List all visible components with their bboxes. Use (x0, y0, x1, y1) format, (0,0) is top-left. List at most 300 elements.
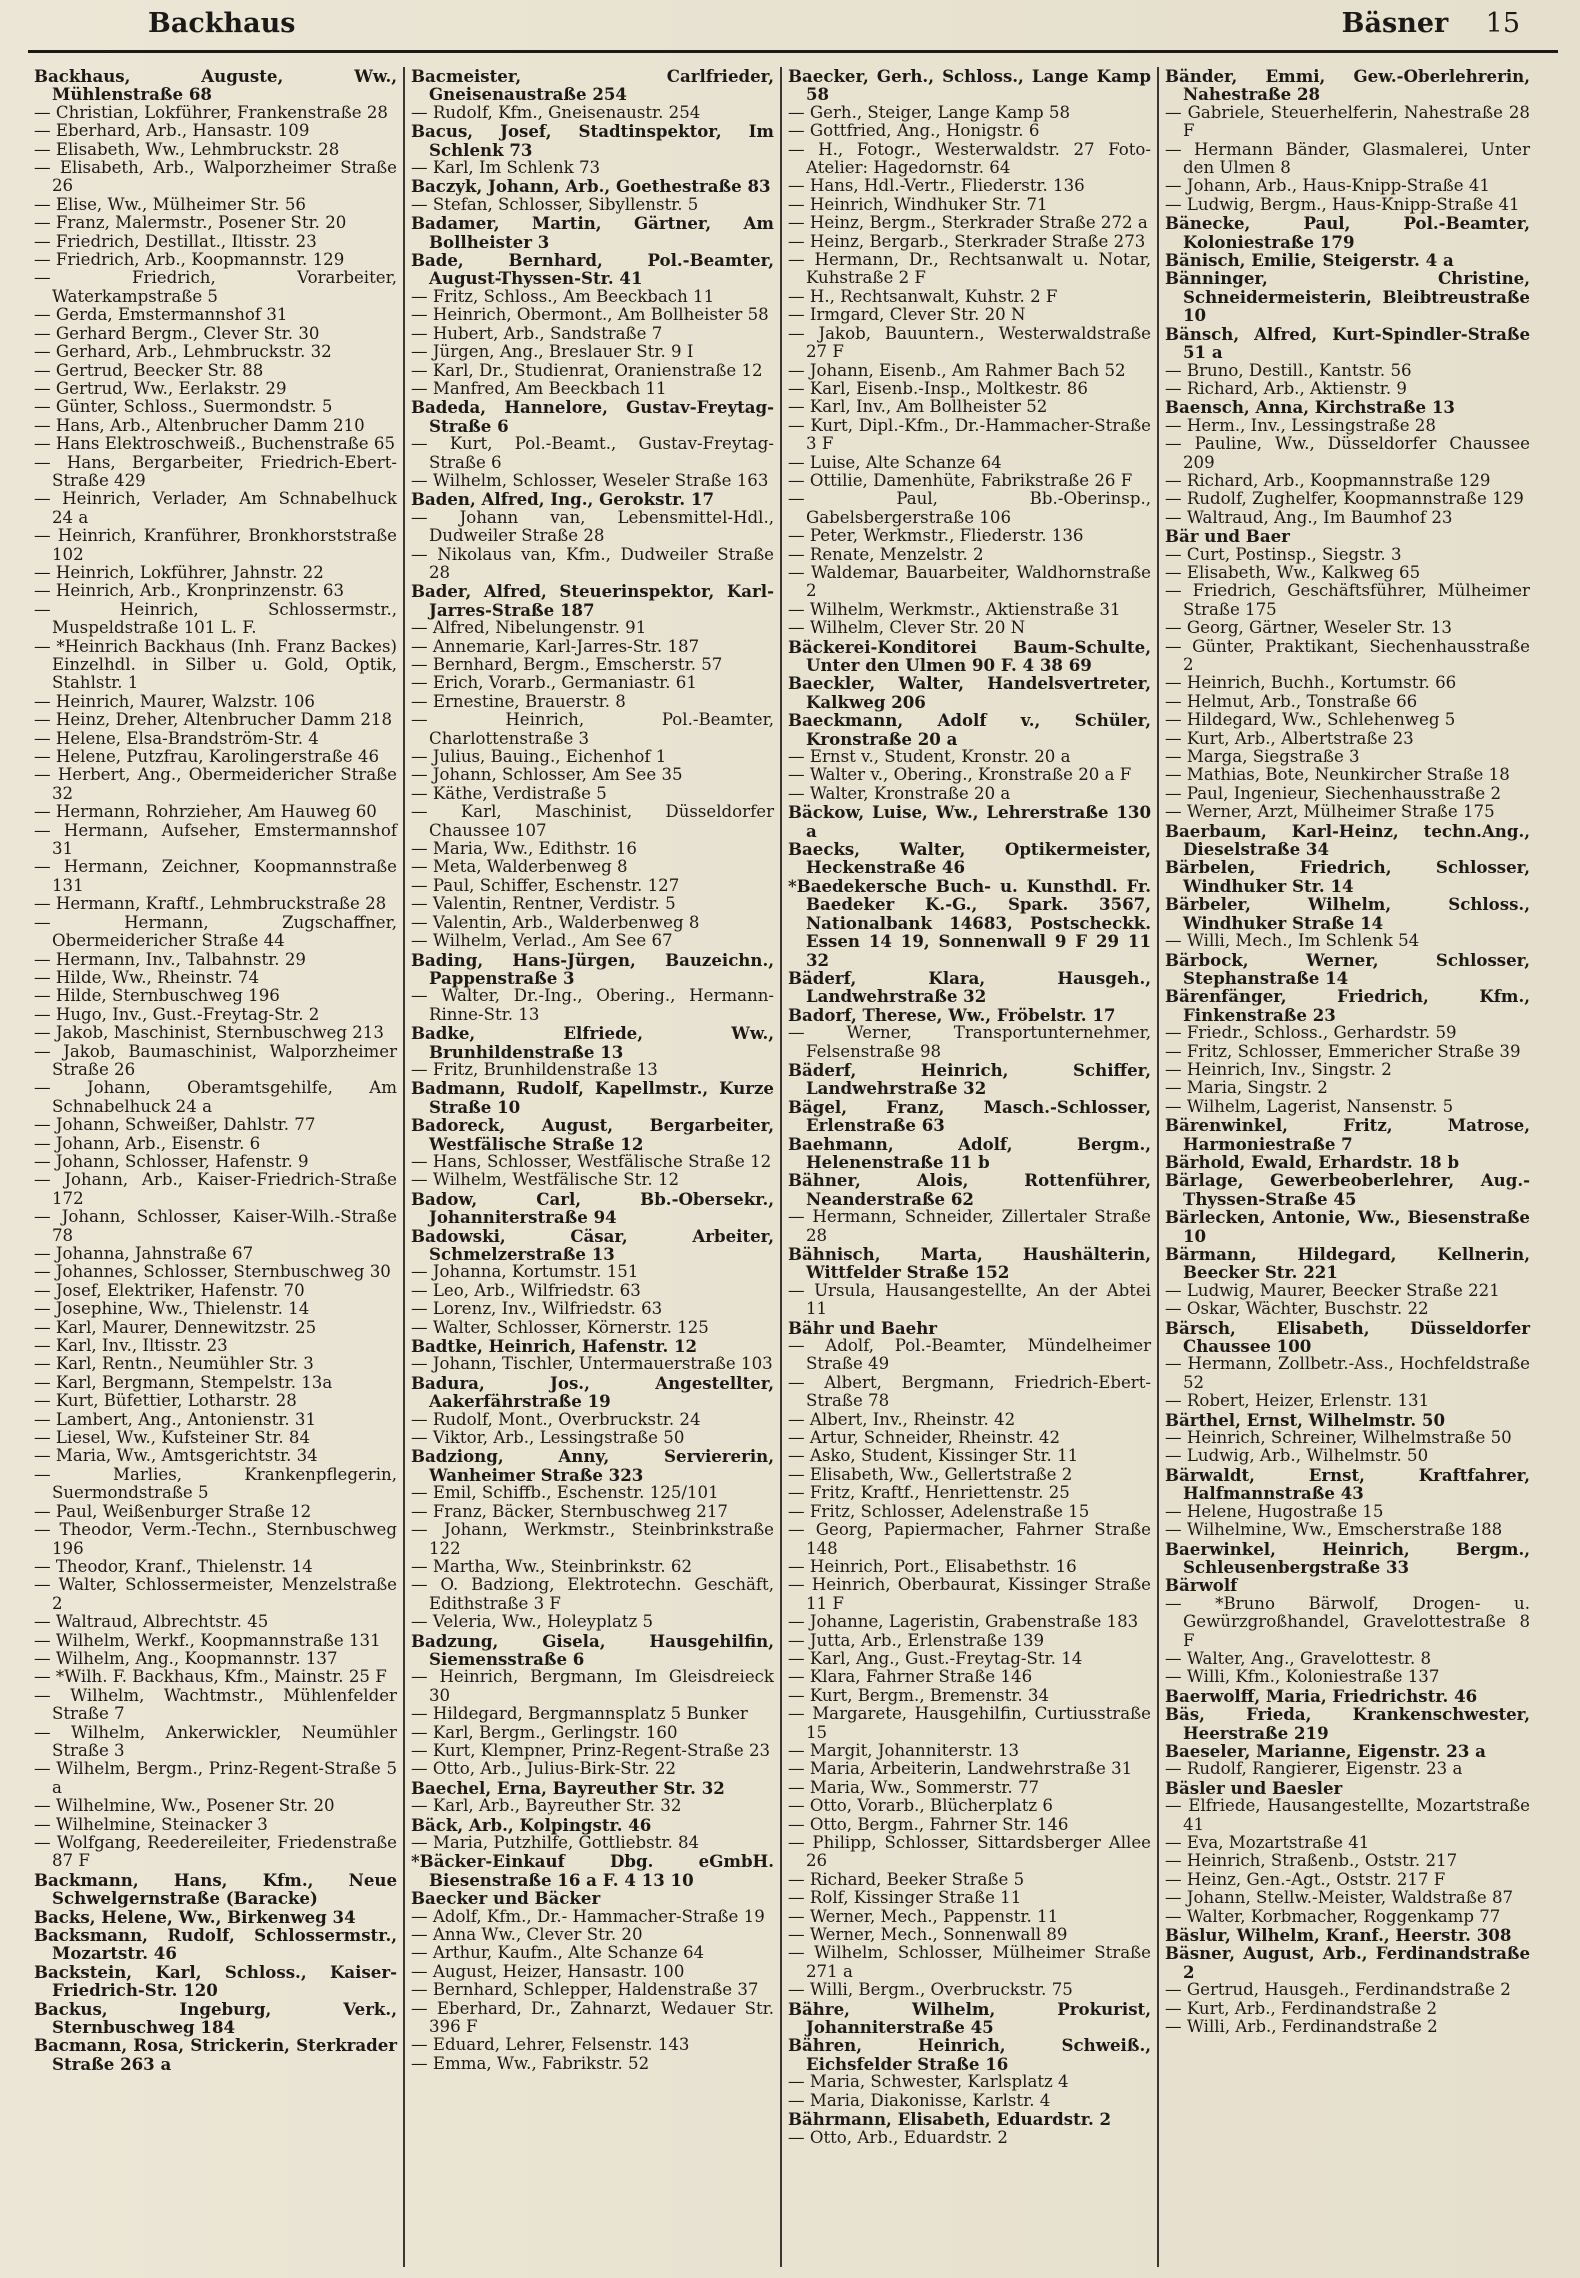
directory-entry: — Eduard, Lehrer, Felsenstr. 143 (411, 2035, 690, 2055)
header-last-entry (1342, 8, 1558, 39)
directory-entry: Bäderf, Klara, Hausgeh., Landwehrstraße 32 (788, 967, 1151, 1007)
directory-entry: Badziong, Anny, Serviererin, Wanheimer Straße 323 (411, 1446, 774, 1485)
directory-entry: — Wilhelm, Wachtmstr., Mühlenfelder Straße 7 (34, 1685, 397, 1724)
directory-entry: — Jürgen, Ang., Breslauer Str. 9 I (411, 342, 694, 362)
directory-entry: — Walter, Schlosser, Körnerstr. 125 (411, 1317, 709, 1337)
directory-entry: — Johann, Schlosser, Am See 35 (411, 765, 683, 785)
directory-entry: — Werner, Transportunternehmer, Felsenstraße 98 (788, 1023, 1151, 1061)
directory-entry: Backsmann, Rudolf, Schlossermstr., Mozartstr. 46 (34, 1925, 397, 1964)
directory-entry: Bägel, Franz, Masch.-Schlosser, Erlenstraße 63 (788, 1096, 1151, 1136)
directory-entry: — Wilhelmine, Ww., Emscherstraße 188 (1165, 1520, 1503, 1540)
directory-entry: — Mathias, Bote, Neunkircher Straße 18 (1165, 765, 1510, 785)
directory-entry: — Karl, Ang., Gust.-Freytag-Str. 14 (788, 1648, 1083, 1668)
directory-entry: — Kurt, Büfettier, Lotharstr. 28 (34, 1391, 297, 1411)
directory-entry: — Meta, Walderbenweg 8 (411, 857, 628, 877)
directory-entry: — Emil, Schiffb., Eschenstr. 125/101 (411, 1483, 719, 1503)
directory-entry: — Otto, Bergm., Fahrner Str. 146 (788, 1814, 1069, 1834)
directory-entry: — Karl, Bergmann, Stempelstr. 13a (34, 1372, 333, 1392)
directory-entry: — Fritz, Schloss., Am Beeckbach 11 (411, 286, 715, 306)
directory-entry: — Valentin, Arb., Walderbenweg 8 (411, 912, 700, 932)
directory-entry: — Karl, Rentn., Neumühler Str. 3 (34, 1354, 314, 1374)
page-number: 15 (1485, 8, 1520, 39)
directory-entry: — Gerhard Bergm., Clever Str. 30 (34, 323, 320, 343)
directory-entry: — Richard, Beeker Straße 5 (788, 1869, 1025, 1889)
directory-entry: — Wilhelmine, Steinacker 3 (34, 1814, 268, 1834)
directory-entry: Bärhold, Ewald, Erhardstr. 18 b (1165, 1151, 1460, 1172)
directory-entry: — Lorenz, Inv., Wilfriedstr. 63 (411, 1299, 663, 1319)
directory-entry: — Stefan, Schlosser, Sibyllenstr. 5 (411, 194, 699, 214)
directory-entry: — Elisabeth, Arb., Walporzheimer Straße 26 (34, 158, 397, 196)
directory-entry: *Baedekersche Buch- u. Kunsthdl. Fr. Baedeker K.-G., Spark. 3567, Nationalbank 14683, Postscheckk. Essen 14 19, Sonnenwall 9 F 29 11 32 (788, 875, 1151, 970)
directory-entry: — Rudolf, Zughelfer, Koopmannstraße 129 (1165, 489, 1524, 509)
directory-entry: Baehmann, Adolf, Bergm., Helenenstraße 11 b (788, 1133, 1151, 1172)
directory-entry: — Josephine, Ww., Thielenstr. 14 (34, 1299, 310, 1319)
directory-entry: — Heinrich, Arb., Kronprinzenstr. 63 (34, 581, 345, 601)
directory-entry: — Fritz, Brunhildenstraße 13 (411, 1059, 658, 1079)
directory-entry: — Ludwig, Arb., Wilhelmstr. 50 (1165, 1446, 1429, 1466)
directory-entry: — Ottilie, Damenhüte, Fabrikstraße 26 F (788, 470, 1133, 490)
directory-entry: — Wilhelm, Werkmstr., Aktienstraße 31 (788, 599, 1121, 619)
directory-entry: Bäckow, Luise, Ww., Lehrerstraße 130 a (788, 802, 1151, 841)
directory-entry: — Hubert, Arb., Sandstraße 7 (411, 323, 663, 343)
directory-entry: — Johann, Stellw.-Meister, Waldstraße 87 (1165, 1888, 1514, 1908)
directory-entry: Bacmeister, Carlfrieder, Gneisenaustraße 254 (411, 67, 774, 105)
directory-entry: — Maria, Ww., Amtsgerichtstr. 34 (34, 1446, 318, 1466)
directory-entry: — Theodor, Verm.-Techn., Sternbuschweg 196 (34, 1520, 397, 1558)
directory-entry: — Käthe, Verdistraße 5 (411, 783, 607, 803)
directory-entry: Baeseler, Marianne, Eigenstr. 23 a (1165, 1740, 1486, 1761)
directory-entry: — Heinrich, Kranführer, Bronkhorststraße 102 (34, 526, 397, 564)
directory-entry: Bäsner, August, Arb., Ferdinandstraße 2 (1165, 1943, 1530, 1982)
directory-entry: — Johann, Oberamtsgehilfe, Am Schnabelhuck 24 a (34, 1078, 397, 1116)
directory-entry: Bärthel, Ernst, Wilhelmstr. 50 (1165, 1409, 1445, 1430)
directory-entry: Backhaus, Auguste, Ww., Mühlenstraße 68 (34, 67, 397, 105)
directory-entry: — Johann, Arb., Haus-Knipp-Straße 41 (1165, 176, 1490, 196)
directory-entry: Bänecke, Paul, Pol.-Beamter, Koloniestraße 179 (1165, 213, 1530, 252)
directory-entry: — Wilhelm, Ankerwickler, Neumühler Straße 3 (34, 1722, 397, 1760)
directory-entry: — Werner, Arzt, Mülheimer Straße 175 (1165, 802, 1495, 822)
directory-entry: — Hermann Bänder, Glasmalerei, Unter den Ulmen 8 (1165, 139, 1530, 178)
directory-entry: — Hildegard, Ww., Schlehenweg 5 (1165, 710, 1456, 730)
directory-entry: — Walter v., Obering., Kronstraße 20 a F (788, 765, 1132, 785)
directory-entry: Backs, Helene, Ww., Birkenweg 34 (34, 1906, 356, 1927)
directory-entry: — Christian, Lokführer, Frankenstraße 28 (34, 102, 388, 122)
directory-entry: — Heinrich, Schlossermstr., Muspeldstraße 101 L. F. (34, 599, 397, 638)
directory-entry: Baeckler, Walter, Handelsvertreter, Kalkweg 206 (788, 673, 1151, 712)
directory-entry: Bähnisch, Marta, Haushälterin, Wittfelder Straße 152 (788, 1244, 1151, 1283)
directory-entry: Badtke, Heinrich, Hafenstr. 12 (411, 1336, 698, 1357)
directory-entry: — Heinrich, Lokführer, Jahnstr. 22 (34, 562, 324, 582)
directory-entry: Baecker, Gerh., Schloss., Lange Kamp 58 (788, 67, 1151, 105)
directory-entry: — Jakob, Bauuntern., Westerwaldstraße 27 F (788, 323, 1151, 362)
directory-entry: Bäck, Arb., Kolpingstr. 46 (411, 1814, 652, 1835)
directory-entry: — Johann, Eisenb., Am Rahmer Bach 52 (788, 360, 1126, 380)
directory-entry: — *Heinrich Backhaus (Inh. Franz Backes) Einzelhdl. in Silber u. Gold, Optik, Stahlstr. 1 (34, 636, 397, 693)
directory-entry: — Otto, Arb., Eduardstr. 2 (788, 2127, 1008, 2147)
directory-entry: — Maria, Arbeiterin, Landwehrstraße 31 (788, 1759, 1133, 1779)
directory-entry: Baensch, Anna, Kirchstraße 13 (1165, 397, 1455, 418)
directory-entry: Bärsch, Elisabeth, Düsseldorfer Chaussee 100 (1165, 1317, 1530, 1357)
directory-entry: — Martha, Ww., Steinbrinkstr. 62 (411, 1556, 693, 1576)
directory-entry: — Artur, Schneider, Rheinstr. 42 (788, 1428, 1061, 1448)
directory-entry: — Karl, Inv., Iltisstr. 23 (34, 1336, 228, 1356)
directory-entry: Backstein, Karl, Schloss., Kaiser-Friedrich-Str. 120 (34, 1961, 397, 2001)
directory-entry: Baecks, Walter, Optikermeister, Heckenstraße 46 (788, 839, 1151, 878)
directory-entry: — Richard, Arb., Aktienstr. 9 (1165, 378, 1407, 398)
directory-entry: Bärwaldt, Ernst, Kraftfahrer, Halfmannstraße 43 (1165, 1464, 1530, 1504)
directory-entry: Bährmann, Elisabeth, Eduardstr. 2 (788, 2109, 1112, 2130)
directory-entry: — Bernhard, Bergm., Emscherstr. 57 (411, 655, 723, 674)
directory-entry: — Friedrich, Arb., Koopmannstr. 129 (34, 250, 345, 270)
directory-entry: — Rudolf, Kfm., Gneisenaustr. 254 (411, 102, 701, 122)
directory-entry: — Karl, Maurer, Dennewitzstr. 25 (34, 1317, 317, 1337)
directory-entry: — Alfred, Nibelungenstr. 91 (411, 618, 647, 638)
directory-entry: — Heinrich, Straßenb., Oststr. 217 (1165, 1851, 1458, 1871)
directory-entry: Bader, Alfred, Steuerinspektor, Karl-Jarres-Straße 187 (411, 581, 774, 620)
directory-entry: — Maria, Schwester, Karlsplatz 4 (788, 2072, 1069, 2092)
directory-entry: Badamer, Martin, Gärtner, Am Bollheister 3 (411, 213, 774, 252)
directory-entry: — Heinrich, Oberbaurat, Kissinger Straße 11 F (788, 1575, 1151, 1613)
directory-entry: — Hans, Hdl.-Vertr., Fliederstr. 136 (788, 176, 1085, 196)
directory-entry: — Johann, Arb., Eisenstr. 6 (34, 1133, 261, 1153)
directory-entry: — Hildegard, Bergmannsplatz 5 Bunker (411, 1704, 748, 1724)
directory-entry: — Heinrich, Buchh., Kortumstr. 66 (1165, 673, 1457, 693)
directory-entry: — Heinz, Bergarb., Sterkrader Straße 273 (788, 231, 1146, 251)
directory-entry: — Leo, Arb., Wilfriedstr. 63 (411, 1280, 641, 1300)
directory-entry: — Wilhelm, Lagerist, Nansenstr. 5 (1165, 1096, 1454, 1116)
directory-entry: Badmann, Rudolf, Kapellmstr., Kurze Straße 10 (411, 1078, 774, 1117)
directory-entry: — Walter, Kronstraße 20 a (788, 783, 1011, 803)
directory-entry: — Helene, Hugostraße 15 (1165, 1501, 1384, 1521)
directory-entry: Baechel, Erna, Bayreuther Str. 32 (411, 1777, 725, 1798)
directory-entry: — Gerhard, Arb., Lehmbruckstr. 32 (34, 342, 332, 362)
directory-entry: — Nikolaus van, Kfm., Dudweiler Straße 28 (411, 544, 774, 582)
directory-entry: — Karl, Inv., Am Bollheister 52 (788, 397, 1048, 417)
directory-entry: — Gabriele, Steuerhelferin, Nahestraße 28 F (1165, 102, 1530, 141)
directory-entry: — Gerh., Steiger, Lange Kamp 58 (788, 102, 1071, 122)
directory-entry: Backus, Ingeburg, Verk., Sternbuschweg 184 (34, 1998, 397, 2038)
directory-entry: — Veleria, Ww., Holeyplatz 5 (411, 1612, 654, 1632)
directory-entry: — Hans, Bergarbeiter, Friedrich-Ebert-Straße 429 (34, 452, 397, 490)
directory-entry: — Johann, Schlosser, Kaiser-Wilh.-Straße 78 (34, 1207, 397, 1245)
directory-entry: — Jutta, Arb., Erlenstraße 139 (788, 1630, 1045, 1650)
directory-entry: — Karl, Arb., Bayreuther Str. 32 (411, 1796, 682, 1816)
directory-entry: — Walter, Ang., Gravelottestr. 8 (1165, 1648, 1432, 1668)
directory-entry: — Hugo, Inv., Gust.-Freytag-Str. 2 (34, 1004, 320, 1024)
directory-entry: — Otto, Arb., Julius-Birk-Str. 22 (411, 1759, 677, 1779)
directory-entry: — Kurt, Arb., Albertstraße 23 (1165, 728, 1414, 748)
directory-entry: — Curt, Postinsp., Siegstr. 3 (1165, 544, 1402, 564)
directory-entry: — Hans Elektroschweiß., Buchenstraße 65 (34, 434, 396, 454)
directory-entry: Bärlage, Gewerbeoberlehrer, Aug.-Thyssen-Straße 45 (1165, 1170, 1530, 1209)
directory-entry: Bading, Hans-Jürgen, Bauzeichn., Pappenstraße 3 (411, 949, 774, 988)
directory-entry: Bacus, Josef, Stadtinspektor, Im Schlenk 73 (411, 121, 774, 160)
directory-entry: — Fritz, Schlosser, Adelenstraße 15 (788, 1501, 1090, 1521)
directory-entry: — Hermann, Inv., Talbahnstr. 29 (34, 949, 306, 969)
directory-entry: — Gertrud, Ww., Eerlakstr. 29 (34, 378, 287, 398)
directory-entry: — Hermann, Schneider, Zillertaler Straße 28 (788, 1207, 1151, 1245)
directory-entry: — Heinz, Dreher, Altenbrucher Damm 218 (34, 710, 392, 730)
directory-entry: — Klara, Fahrner Straße 146 (788, 1667, 1033, 1687)
directory-entry: — Oskar, Wächter, Buschstr. 22 (1165, 1299, 1429, 1319)
directory-entry: Bacmann, Rosa, Strickerin, Sterkrader Straße 263 a (34, 2035, 397, 2074)
directory-entry: — Herbert, Ang., Obermeidericher Straße 32 (34, 765, 397, 803)
directory-entry: Bänninger, Christine, Schneidermeisterin, Bleibtreustraße 10 (1165, 268, 1530, 326)
directory-entry: — Georg, Gärtner, Weseler Str. 13 (1165, 618, 1452, 638)
directory-entry: — Johann, Werkmstr., Steinbrinkstraße 122 (411, 1520, 774, 1558)
directory-entry: — Julius, Bauing., Eichenhof 1 (411, 747, 667, 767)
directory-entry: — Friedrich, Destillat., Iltisstr. 23 (34, 231, 317, 251)
directory-entry: Bäs, Frieda, Krankenschwester, Heerstraße 219 (1165, 1704, 1530, 1743)
directory-entry: Badorf, Therese, Ww., Fröbelstr. 17 (788, 1004, 1116, 1025)
directory-entry: Badeda, Hannelore, Gustav-Freytag-Straße 6 (411, 397, 774, 436)
directory-entry: — Werner, Mech., Sonnenwall 89 (788, 1925, 1068, 1945)
directory-entry: — Friedrich, Vorarbeiter, Waterkampstraße 5 (34, 268, 397, 306)
directory-entry: Bade, Bernhard, Pol.-Beamter, August-Thyssen-Str. 41 (411, 250, 774, 289)
directory-entry: — Elisabeth, Ww., Kalkweg 65 (1165, 562, 1421, 582)
directory-entry: — Johann, Arb., Kaiser-Friedrich-Straße 172 (34, 1170, 397, 1208)
directory-entry: — Heinz, Bergm., Sterkrader Straße 272 a (788, 213, 1148, 233)
directory-entry: — Paul, Weißenburger Straße 12 (34, 1501, 312, 1521)
directory-entry: Baerwinkel, Heinrich, Bergm., Schleusenbergstraße 33 (1165, 1538, 1530, 1577)
directory-entry: — Luise, Alte Schanze 64 (788, 452, 1002, 472)
directory-entry: — Asko, Student, Kissinger Str. 11 (788, 1446, 1079, 1466)
directory-entry: — Hermann, Rohrzieher, Am Hauweg 60 (34, 802, 377, 822)
directory-entry: Baczyk, Johann, Arb., Goethestraße 83 (411, 176, 771, 197)
directory-entry: — Maria, Diakonisse, Karlstr. 4 (788, 2090, 1051, 2110)
directory-entry: — Paul, Ingenieur, Siechenhausstraße 2 (1165, 783, 1502, 803)
directory-entry: — Gottfried, Ang., Honigstr. 6 (788, 121, 1040, 141)
directory-entry: — Gertrud, Hausgeh., Ferdinandstraße 2 (1165, 1980, 1511, 2000)
directory-entry: — Waltraud, Albrechtstr. 45 (34, 1612, 269, 1632)
directory-entry: — Hilde, Ww., Rheinstr. 74 (34, 967, 260, 987)
directory-entry: — Heinrich, Inv., Singstr. 2 (1165, 1059, 1392, 1079)
directory-column-4 (1159, 67, 1536, 2267)
directory-columns (28, 67, 1558, 2267)
directory-entry: Bärbeler, Wilhelm, Schloss., Windhuker Straße 14 (1165, 894, 1530, 933)
directory-entry: — Ludwig, Maurer, Beecker Straße 221 (1165, 1280, 1500, 1300)
directory-entry: — Adolf, Kfm., Dr.- Hammacher-Straße 19 (411, 1906, 765, 1926)
directory-entry: — Margit, Johanniterstr. 13 (788, 1740, 1020, 1760)
directory-entry: — Heinrich, Obermont., Am Bollheister 58 (411, 305, 769, 325)
directory-entry: — Peter, Werkmstr., Fliederstr. 136 (788, 526, 1084, 546)
running-header (28, 8, 1558, 53)
directory-entry: — Arthur, Kaufm., Alte Schanze 64 (411, 1943, 705, 1963)
directory-entry: — Eberhard, Arb., Hansastr. 109 (34, 121, 310, 141)
directory-entry: Baecker und Bäcker (411, 1888, 601, 1909)
directory-column-1 (28, 67, 405, 2267)
directory-entry: — Heinrich, Bergmann, Im Gleisdreieck 30 (411, 1667, 774, 1705)
directory-entry: Baeckmann, Adolf v., Schüler, Kronstraße 20 a (788, 710, 1151, 749)
directory-entry: Badke, Elfriede, Ww., Brunhildenstraße 13 (411, 1023, 774, 1062)
directory-entry: — Hilde, Sternbuschweg 196 (34, 986, 280, 1006)
directory-entry: Bähr und Baehr (788, 1317, 938, 1338)
directory-entry: — Pauline, Ww., Düsseldorfer Chaussee 209 (1165, 434, 1530, 472)
directory-entry: — Ludwig, Bergm., Haus-Knipp-Straße 41 (1165, 194, 1520, 214)
directory-entry: — Johanna, Jahnstraße 67 (34, 1244, 254, 1263)
directory-entry: Baden, Alfred, Ing., Gerokstr. 17 (411, 489, 714, 510)
directory-entry: — Georg, Papiermacher, Fahrner Straße 148 (788, 1520, 1151, 1558)
directory-entry: — Heinrich, Windhuker Str. 71 (788, 194, 1048, 214)
directory-entry: — Friedr., Schloss., Gerhardstr. 59 (1165, 1023, 1457, 1043)
directory-column-2 (405, 67, 782, 2267)
directory-entry: — Josef, Elektriker, Hafenstr. 70 (34, 1280, 305, 1300)
directory-entry: — Viktor, Arb., Lessingstraße 50 (411, 1428, 685, 1448)
directory-entry: — Willi, Bergm., Overbruckstr. 75 (788, 1980, 1073, 2000)
directory-entry: Bär und Baer (1165, 526, 1290, 547)
directory-entry: — Bernhard, Schlepper, Haldenstraße 37 (411, 1980, 759, 2000)
directory-entry: Badzung, Gisela, Hausgehilfin, Siemensstraße 6 (411, 1630, 774, 1669)
directory-entry: — Eva, Mozartstraße 41 (1165, 1833, 1370, 1852)
directory-entry: — Albert, Inv., Rheinstr. 42 (788, 1409, 1016, 1429)
directory-entry: — August, Heizer, Hansastr. 100 (411, 1961, 685, 1981)
directory-entry: — Marlies, Krankenpflegerin, Suermondstraße 5 (34, 1464, 397, 1503)
directory-entry: — Marga, Siegstraße 3 (1165, 747, 1360, 767)
directory-entry: — Hermann, Kraftf., Lehmbruckstraße 28 (34, 894, 387, 914)
directory-entry: — Waltraud, Ang., Im Baumhof 23 (1165, 507, 1453, 527)
directory-entry: — Erich, Vorarb., Germaniastr. 61 (411, 673, 697, 693)
directory-entry: — Elisabeth, Ww., Gellertstraße 2 (788, 1464, 1073, 1484)
directory-column-3 (782, 67, 1159, 2267)
directory-entry: — Valentin, Rentner, Verdistr. 5 (411, 894, 676, 914)
directory-entry: — Margarete, Hausgehilfin, Curtiusstraße 15 (788, 1704, 1151, 1742)
directory-entry: Bäslur, Wilhelm, Kranf., Heerstr. 308 (1165, 1925, 1512, 1946)
directory-entry: — Waldemar, Bauarbeiter, Waldhornstraße 2 (788, 562, 1151, 601)
directory-entry: — Heinz, Gen.-Agt., Oststr. 217 F (1165, 1869, 1446, 1889)
directory-entry: Bärlecken, Antonie, Ww., Biesenstraße 10 (1165, 1207, 1530, 1246)
directory-entry: — Walter, Dr.-Ing., Obering., Hermann-Rinne-Str. 13 (411, 986, 774, 1024)
directory-entry: — Hermann, Dr., Rechtsanwalt u. Notar, Kuhstraße 2 F (788, 250, 1151, 288)
directory-entry: — Paul, Bb.-Oberinsp., Gabelsbergerstraße 106 (788, 489, 1151, 527)
directory-entry: — Wilhelmine, Ww., Posener Str. 20 (34, 1796, 335, 1816)
directory-entry: — *Bruno Bärwolf, Drogen- u. Gewürzgroßhandel, Gravelottestraße 8 F (1165, 1593, 1530, 1650)
directory-entry: — Kurt, Dipl.-Kfm., Dr.-Hammacher-Straße 3 F (788, 415, 1151, 454)
directory-entry: — Ernst v., Student, Kronstr. 20 a (788, 747, 1071, 767)
directory-entry: — Paul, Schiffer, Eschenstr. 127 (411, 875, 680, 895)
directory-entry: — Renate, Menzelstr. 2 (788, 544, 984, 564)
directory-entry: Bäckerei-Konditorei Baum-Schulte, Unter den Ulmen 90 F. 4 38 69 (788, 636, 1151, 675)
directory-entry: Bärwolf (1165, 1575, 1238, 1596)
directory-entry: — Walter, Schlossermeister, Menzelstraße 2 (34, 1575, 397, 1613)
directory-entry: — Günter, Praktikant, Siechenhausstraße 2 (1165, 636, 1530, 674)
directory-entry: — Wilhelm, Bergm., Prinz-Regent-Straße 5 a (34, 1759, 397, 1797)
directory-entry: — Karl, Bergm., Gerlingstr. 160 (411, 1722, 678, 1742)
directory-entry: — Elfriede, Hausangestellte, Mozartstraße 41 (1165, 1796, 1530, 1834)
directory-entry: — Wilhelm, Schlosser, Weseler Straße 163 (411, 470, 769, 490)
directory-entry: — Rudolf, Mont., Overbruckstr. 24 (411, 1409, 701, 1429)
directory-entry: — Maria, Putzhilfe, Gottliebstr. 84 (411, 1833, 700, 1852)
directory-entry: Bähren, Heinrich, Schweiß., Eichsfelder Straße 16 (788, 2035, 1151, 2074)
directory-entry: — Wolfgang, Reedereileiter, Friedenstraße 87 F (34, 1833, 397, 1871)
directory-entry: — Heinrich, Maurer, Walzstr. 106 (34, 691, 315, 711)
directory-entry: — Friedrich, Geschäftsführer, Mülheimer Straße 175 (1165, 581, 1530, 619)
directory-entry: — Karl, Im Schlenk 73 (411, 158, 601, 178)
directory-entry: — Lambert, Ang., Antonienstr. 31 (34, 1409, 317, 1429)
directory-entry: — Gertrud, Beecker Str. 88 (34, 360, 264, 380)
directory-entry: Bärenwinkel, Fritz, Matrose, Harmoniestraße 7 (1165, 1115, 1530, 1154)
directory-entry: Bärbock, Werner, Schlosser, Stephanstraße 14 (1165, 949, 1530, 988)
directory-entry: — O. Badziong, Elektrotechn. Geschäft, Edithstraße 3 F (411, 1575, 774, 1613)
directory-entry: — Willi, Arb., Ferdinandstraße 2 (1165, 2017, 1438, 2037)
directory-entry: Badoreck, August, Bergarbeiter, Westfälische Straße 12 (411, 1115, 774, 1154)
directory-entry: — Jakob, Baumaschinist, Walporzheimer Straße 26 (34, 1041, 397, 1079)
directory-entry: — Elise, Ww., Mülheimer Str. 56 (34, 194, 306, 214)
directory-entry: Bähner, Alois, Rottenführer, Neanderstraße 62 (788, 1170, 1151, 1209)
directory-entry: — Heinrich, Pol.-Beamter, Charlottenstraße 3 (411, 710, 774, 748)
directory-entry: — Willi, Mech., Im Schlenk 54 (1165, 931, 1420, 951)
directory-entry: — Hermann, Zollbetr.-Ass., Hochfeldstraße 52 (1165, 1354, 1530, 1392)
directory-entry: — Maria, Ww., Sommerstr. 77 (788, 1777, 1040, 1797)
directory-entry: — Wilhelm, Schlosser, Mülheimer Straße 271 a (788, 1943, 1151, 1981)
directory-entry: Bähre, Wilhelm, Prokurist, Johanniterstraße 45 (788, 1998, 1151, 2038)
directory-entry: — Wilhelm, Verlad., Am See 67 (411, 931, 673, 951)
directory-entry: — Maria, Singstr. 2 (1165, 1078, 1328, 1098)
directory-entry: — Johannes, Schlosser, Sternbuschweg 30 (34, 1262, 391, 1282)
directory-entry: — Maria, Ww., Edithstr. 16 (411, 839, 637, 859)
directory-entry: Badow, Carl, Bb.-Obersekr., Johanniterstraße 94 (411, 1188, 774, 1228)
header-last-name: Bäsner (1341, 8, 1449, 39)
directory-entry: Badura, Jos., Angestellter, Aakerfährstraße 19 (411, 1372, 774, 1412)
directory-entry: — Annemarie, Karl-Jarres-Str. 187 (411, 636, 700, 656)
directory-entry: — Wilhelm, Werkf., Koopmannstraße 131 (34, 1630, 381, 1650)
directory-entry: Bäderf, Heinrich, Schiffer, Landwehrstraße 32 (788, 1059, 1151, 1099)
directory-entry: — Irmgard, Clever Str. 20 N (788, 305, 1026, 325)
header-first-entry: Backhaus (148, 8, 296, 39)
directory-entry: — Kurt, Pol.-Beamt., Gustav-Freytag-Straße 6 (411, 434, 774, 472)
directory-entry: — H., Rechtsanwalt, Kuhstr. 2 F (788, 286, 1058, 306)
directory-entry: — Hermann, Zugschaffner, Obermeidericher Straße 44 (34, 912, 397, 951)
directory-entry: — Herm., Inv., Lessingstraße 28 (1165, 415, 1436, 435)
directory-entry: — Hermann, Zeichner, Koopmannstraße 131 (34, 857, 397, 895)
directory-entry: — Richard, Arb., Koopmannstraße 129 (1165, 470, 1491, 490)
directory-entry: — Theodor, Kranf., Thielenstr. 14 (34, 1556, 313, 1576)
directory-entry: — Karl, Dr., Studienrat, Oranienstraße 12 (411, 360, 763, 380)
directory-entry: — *Wilh. F. Backhaus, Kfm., Mainstr. 25 F (34, 1667, 387, 1687)
directory-entry: Bärmann, Hildegard, Kellnerin, Beecker Str. 221 (1165, 1244, 1530, 1283)
directory-entry: Bänder, Emmi, Gew.-Oberlehrerin, Nahestraße 28 (1165, 67, 1530, 105)
directory-entry: — Ernestine, Brauerstr. 8 (411, 691, 626, 711)
directory-entry: — Philipp, Schlosser, Sittardsberger Allee 26 (788, 1833, 1151, 1871)
directory-entry: — Johanna, Kortumstr. 151 (411, 1262, 639, 1282)
directory-entry: Bärbelen, Friedrich, Schlosser, Windhuker Str. 14 (1165, 857, 1530, 896)
directory-entry: — Albert, Bergmann, Friedrich-Ebert-Straße 78 (788, 1372, 1151, 1411)
directory-entry: — Gerda, Emstermannshof 31 (34, 305, 288, 325)
directory-entry: — Johann van, Lebensmittel-Hdl., Dudweiler Straße 28 (411, 507, 774, 546)
directory-entry: Baerbaum, Karl-Heinz, techn.Ang., Dieselstraße 34 (1165, 820, 1530, 860)
directory-entry: — Liesel, Ww., Kufsteiner Str. 84 (34, 1428, 311, 1448)
directory-entry: — Willi, Kfm., Koloniestraße 137 (1165, 1667, 1440, 1687)
directory-entry: — Otto, Vorarb., Blücherplatz 6 (788, 1796, 1053, 1816)
directory-entry: — Helene, Putzfrau, Karolingerstraße 46 (34, 747, 380, 767)
directory-entry: — Hans, Arb., Altenbrucher Damm 210 (34, 415, 365, 435)
directory-entry: — Elisabeth, Ww., Lehmbruckstr. 28 (34, 139, 340, 159)
directory-entry: — Anna Ww., Clever Str. 20 (411, 1925, 643, 1945)
directory-entry: — Heinrich, Verlader, Am Schnabelhuck 24 a (34, 489, 397, 527)
directory-entry: — Franz, Bäcker, Sternbuschweg 217 (411, 1501, 728, 1521)
directory-entry: — Bruno, Destill., Kantstr. 56 (1165, 360, 1412, 380)
directory-entry: — Rudolf, Rangierer, Eigenstr. 23 a (1165, 1759, 1463, 1779)
directory-entry: — Fritz, Schlosser, Emmericher Straße 39 (1165, 1041, 1521, 1061)
directory-entry: — Wilhelm, Westfälische Str. 12 (411, 1170, 680, 1190)
directory-entry: — Karl, Eisenb.-Insp., Moltkestr. 86 (788, 378, 1088, 398)
directory-entry: — Adolf, Pol.-Beamter, Mündelheimer Straße 49 (788, 1336, 1151, 1374)
directory-entry: — Eberhard, Dr., Zahnarzt, Wedauer Str. 396 F (411, 1998, 774, 2037)
directory-entry: Bänisch, Emilie, Steigerstr. 4 a (1165, 250, 1454, 271)
directory-entry: — Wilhelm, Clever Str. 20 N (788, 618, 1026, 638)
directory-entry: — Günter, Schloss., Suermondstr. 5 (34, 397, 333, 417)
directory-entry: — Helmut, Arb., Tonstraße 66 (1165, 691, 1418, 711)
directory-entry: — Johann, Tischler, Untermauerstraße 103 (411, 1354, 773, 1374)
